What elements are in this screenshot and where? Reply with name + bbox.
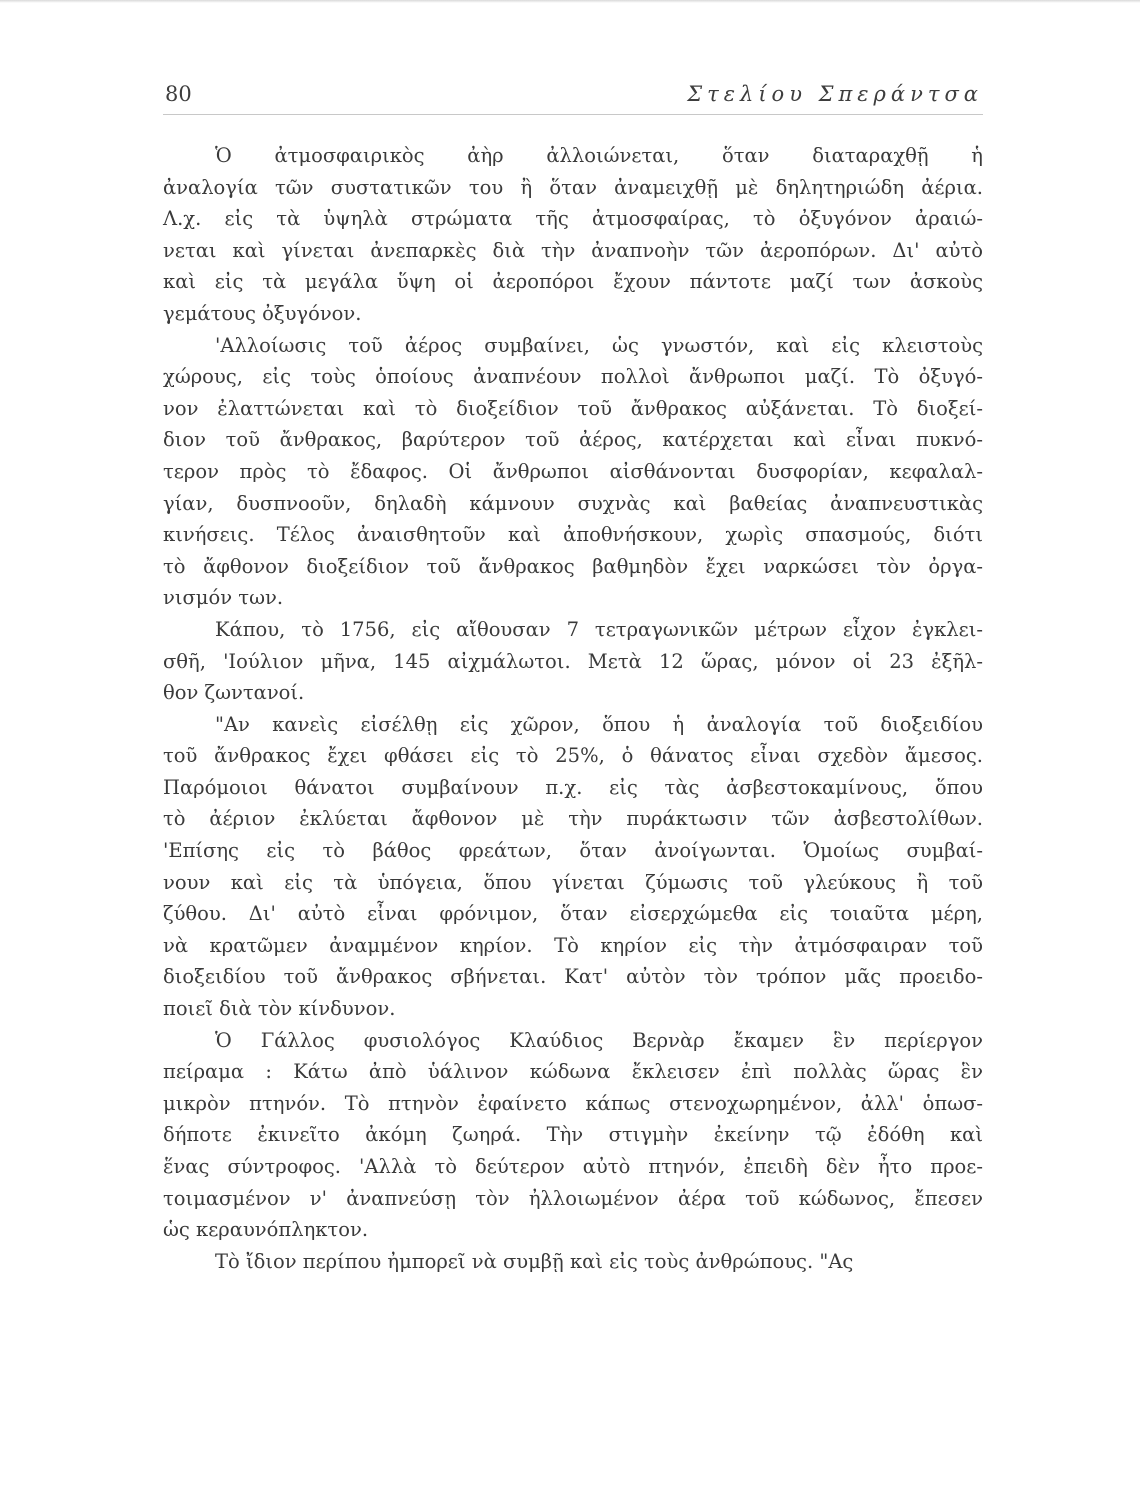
text-line: διον τοῦ ἄνθρακος, βαρύτερον τοῦ ἀέρος, κατέρχεται καὶ εἶναι πυκνό- [163,428,983,452]
page-number: 80 [165,82,192,106]
text-line: κινήσεις. Τέλος ἀναισθητοῦν καὶ ἀποθνήσκουν, χωρὶς σπασμούς, διότι [163,523,983,547]
text-line: νὰ κρατῶμεν ἀναμμένον κηρίον. Τὸ κηρίον εἰς τὴν ἀτμόσφαιραν τοῦ [163,933,983,957]
text-line: σθῆ, 'Ιούλιον μῆνα, 145 αἰχμάλωτοι. Μετὰ 12 ὥρας, μόνον οἱ 23 ἐξῆλ- [163,649,983,673]
text-line: νεται καὶ γίνεται ἀνεπαρκὲς διὰ τὴν ἀναπνοὴν τῶν ἀεροπόρων. Δι' αὐτὸ [163,238,983,262]
text-line: Ὁ ἀτμοσφαιρικὸς ἀὴρ ἀλλοιώνεται, ὅταν διαταραχθῇ ἡ [215,144,983,167]
text-line: ἕνας σύντροφος. 'Αλλὰ τὸ δεύτερον αὐτὸ πτηνόν, ἐπειδὴ δὲν ἦτο προε- [163,1155,983,1178]
text-line: τερον πρὸς τὸ ἔδαφος. Οἱ ἄνθρωποι αἰσθάνονται δυσφορίαν, κεφαλαλ- [163,459,983,483]
text-line: γεμάτους ὀξυγόνον. [163,301,362,325]
text-line: χώρους, εἰς τοὺς ὁποίους ἀναπνέουν πολλοὶ ἄνθρωποι μαζί. Τὸ ὀξυγό- [163,365,983,389]
text-line: πείραμα : Κάτω ἀπὸ ὑάλινον κώδωνα ἔκλεισεν ἐπὶ πολλὰς ὥρας ἓν [163,1060,983,1084]
text-line: τὸ ἀέριον ἐκλύεται ἄφθονον μὲ τὴν πυράκτωσιν τῶν ἀσβεστολίθων. [163,807,983,831]
text-line: μικρὸν πτηνόν. Τὸ πτηνὸν ἐφαίνετο κάπως στενοχωρημένον, ἀλλ' ὁπωσ- [163,1091,983,1115]
text-line: τοιμασμένον ν' ἀναπνεύσῃ τὸν ἠλλοιωμένον ἀέρα τοῦ κώδωνος, ἔπεσεν [163,1186,983,1210]
text-line: Παρόμοιοι θάνατοι συμβαίνουν π.χ. εἰς τὰς ἀσβεστοκαμίνους, ὅπου [163,775,983,799]
text-line: ποιεῖ διὰ τὸν κίνδυνον. [163,997,396,1021]
text-line: τὸ ἄφθονον διοξείδιον τοῦ ἄνθρακος βαθμηδὸν ἔχει ναρκώσει τὸν ὀργα- [163,554,983,578]
text-line: καὶ εἰς τὰ μεγάλα ὕψη οἱ ἀεροπόροι ἔχουν πάντοτε μαζί των ἀσκοὺς [163,270,983,294]
running-head-author: Στελίου Σπεράντσα [687,82,983,106]
text-line: δήποτε ἐκινεῖτο ἀκόμη ζωηρά. Τὴν στιγμὴν ἐκείνην τῷ ἐδόθη καὶ [163,1123,983,1147]
body-text [163,140,983,1277]
text-line: ζύθου. Δι' αὐτὸ εἶναι φρόνιμον, ὅταν εἰσερχώμεθα εἰς τοιαῦτα μέρη, [163,902,983,926]
scan-edge [0,0,1140,3]
text-line: γίαν, δυσπνοοῦν, δηλαδὴ κάμνουν συχνὰς καὶ βαθείας ἀναπνευστικὰς [163,491,983,515]
paragraph [163,1025,983,1246]
running-head [163,80,983,115]
text-line: διοξειδίου τοῦ ἄνθρακος σβήνεται. Κατ' αὐτὸν τὸν τρόπον μᾶς προειδο- [163,965,983,989]
text-line: νισμόν των. [163,586,284,610]
text-line: Ὁ Γάλλος φυσιολόγος Κλαύδιος Βερνὰρ ἔκαμεν ἓν περίεργον [215,1028,983,1052]
text-line: Κάπου, τὸ 1756, εἰς αἴθουσαν 7 τετραγωνικῶν μέτρων εἶχον ἐγκλει- [215,617,983,641]
paragraph [163,709,983,1025]
paragraph [163,140,983,330]
text-line: ὡς κεραυνόπληκτον. [163,1218,369,1242]
paragraph [163,1246,983,1278]
paragraph [163,330,983,614]
text-line: νουν καὶ εἰς τὰ ὑπόγεια, ὅπου γίνεται ζύμωσις τοῦ γλεύκους ἢ τοῦ [163,870,983,894]
text-line: 'Επίσης εἰς τὸ βάθος φρεάτων, ὅταν ἀνοίγωνται. Ὁμοίως συμβαί- [163,839,983,863]
paragraph [163,614,983,709]
text-line: Λ.χ. εἰς τὰ ὑψηλὰ στρώματα τῆς ἀτμοσφαίρας, τὸ ὀξυγόνον ἀραιώ- [163,207,983,231]
text-line: θον ζωντανοί. [163,681,305,705]
text-line: ἀναλογία τῶν συστατικῶν του ἢ ὅταν ἀναμειχθῇ μὲ δηλητηριώδη ἀέρια. [163,175,983,199]
text-line: "Αν κανεὶς εἰσέλθῃ εἰς χῶρον, ὅπου ἡ ἀναλογία τοῦ διοξειδίου [215,712,983,736]
text-line: Τὸ ἴδιον περίπου ἠμπορεῖ νὰ συμβῇ καὶ εἰς τοὺς ἀνθρώπους. "Ας [215,1249,854,1273]
text-line: τοῦ ἄνθρακος ἔχει φθάσει εἰς τὸ 25%, ὁ θάνατος εἶναι σχεδὸν ἄμεσος. [163,744,983,768]
text-line: νον ἐλαττώνεται καὶ τὸ διοξείδιον τοῦ ἄνθρακος αὐξάνεται. Τὸ διοξεί- [163,396,983,420]
text-line: 'Αλλοίωσις τοῦ ἀέρος συμβαίνει, ὡς γνωστόν, καὶ εἰς κλειστοὺς [215,333,983,357]
